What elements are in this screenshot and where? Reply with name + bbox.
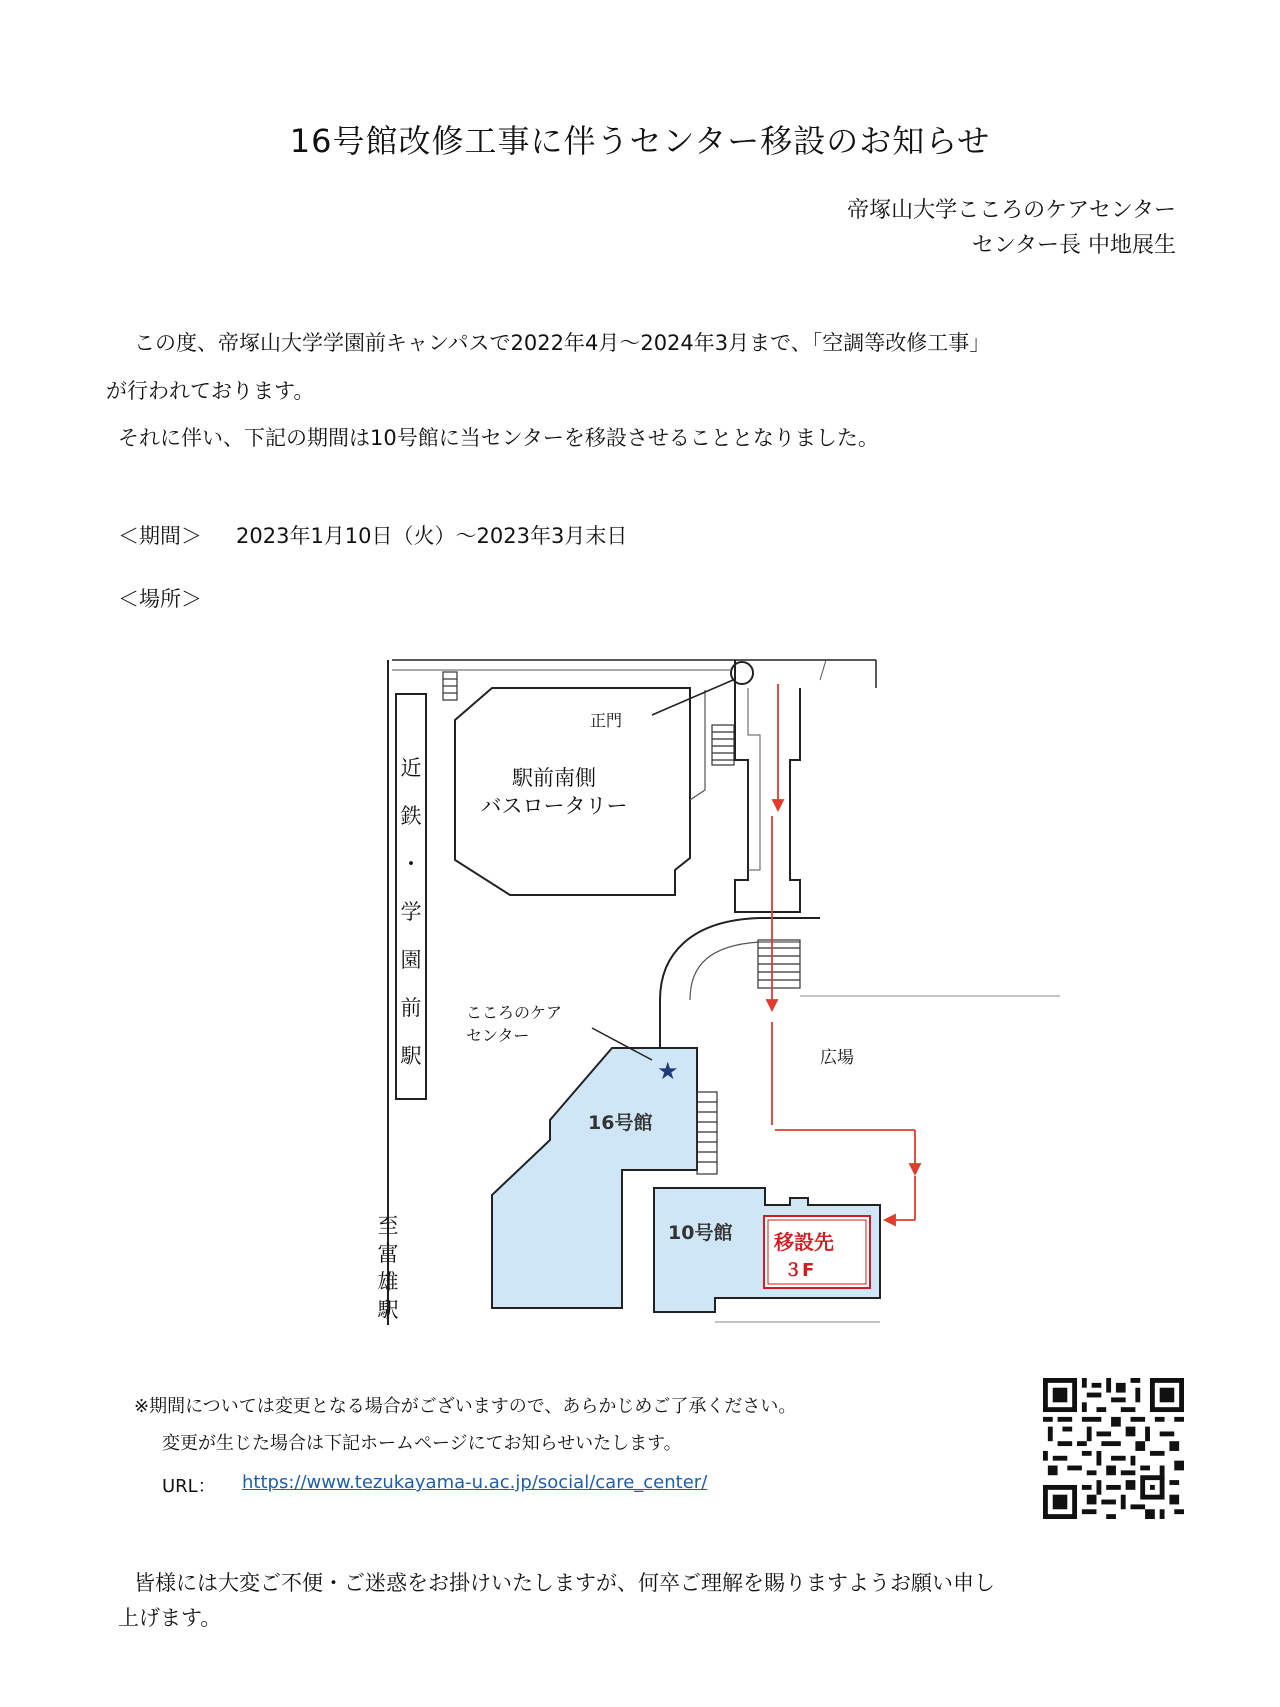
curved-passage-inner <box>690 942 800 1000</box>
main-gate-pointer <box>652 680 733 715</box>
destination-label: 移設先 <box>774 1230 834 1254</box>
stairs-top-left <box>443 672 457 700</box>
station-char: 駅 <box>377 1298 399 1322</box>
destination-floor: ３F <box>784 1260 815 1281</box>
station-char: 鉄 <box>400 804 422 828</box>
station-char: 富 <box>377 1242 399 1266</box>
closing-line-1: 皆様には大変ご不便・ご迷惑をお掛けいたしますが、何卒ご理解を賜りますようお願い申し <box>134 1571 995 1595</box>
page-title: 16号館改修工事に伴うセンター移設のお知らせ <box>289 122 991 160</box>
station-char: 雄 <box>377 1270 399 1294</box>
body-line-1: この度、帝塚山大学学園前キャンパスで2022年4月～2024年3月まで、「空調等改修工事」 <box>134 331 991 355</box>
url-label: URL： <box>162 1476 216 1497</box>
station-char: 園 <box>400 948 422 972</box>
body-line-2: が行われております。 <box>106 379 315 403</box>
organization-name: 帝塚山大学こころのケアセンター <box>847 198 1176 223</box>
closing-line-2: 上げます。 <box>118 1606 222 1630</box>
care-center-label-2: センター <box>466 1026 530 1045</box>
body-line-3: それに伴い、下記の期間は10号館に当センターを移設させることとなりました。 <box>118 426 879 450</box>
station-char: 至 <box>377 1214 399 1238</box>
station-label-bottom <box>373 1212 403 1324</box>
care-center-url-link[interactable]: https://www.tezukayama-u.ac.jp/social/care_center/ <box>242 1472 708 1493</box>
stairs-building-16 <box>697 1092 717 1174</box>
plaza-label: 広場 <box>820 1048 854 1068</box>
station-char: ・ <box>400 852 422 876</box>
period-value: 2023年1月10日（火）～2023年3月末日 <box>236 524 628 548</box>
rotary-side-path <box>690 690 705 800</box>
building-10-label: 10号館 <box>668 1222 733 1244</box>
top-right-mark <box>820 660 826 680</box>
main-walkway <box>735 660 800 912</box>
qr-code[interactable] <box>1043 1378 1184 1519</box>
care-center-label-1: こころのケア <box>466 1003 563 1022</box>
bus-rotary-label-1: 駅前南側 <box>512 766 596 790</box>
stairs-passage <box>758 940 800 988</box>
care-center-star-icon: ★ <box>657 1057 679 1085</box>
place-label: ＜場所＞ <box>118 587 202 611</box>
station-char: 学 <box>400 900 422 924</box>
building-16-label: 16号館 <box>588 1112 653 1134</box>
curved-passage-outer <box>660 918 820 1048</box>
note-line-1: ※期間については変更となる場合がございますので、あらかじめご了承ください。 <box>134 1396 797 1417</box>
station-char: 前 <box>400 996 422 1020</box>
station-char: 駅 <box>400 1044 422 1068</box>
note-line-2: 変更が生じた場合は下記ホームページにてお知らせいたします。 <box>162 1433 682 1454</box>
stairs-near-gate <box>712 725 734 765</box>
center-director: センター長 中地展生 <box>971 233 1176 258</box>
period-label: ＜期間＞ <box>118 524 202 548</box>
bus-rotary-label-2: バスロータリー <box>480 794 628 818</box>
station-label-top <box>396 744 426 1080</box>
walkway-inner <box>748 688 760 870</box>
main-gate-label: 正門 <box>590 711 623 730</box>
station-char: 近 <box>400 756 422 780</box>
